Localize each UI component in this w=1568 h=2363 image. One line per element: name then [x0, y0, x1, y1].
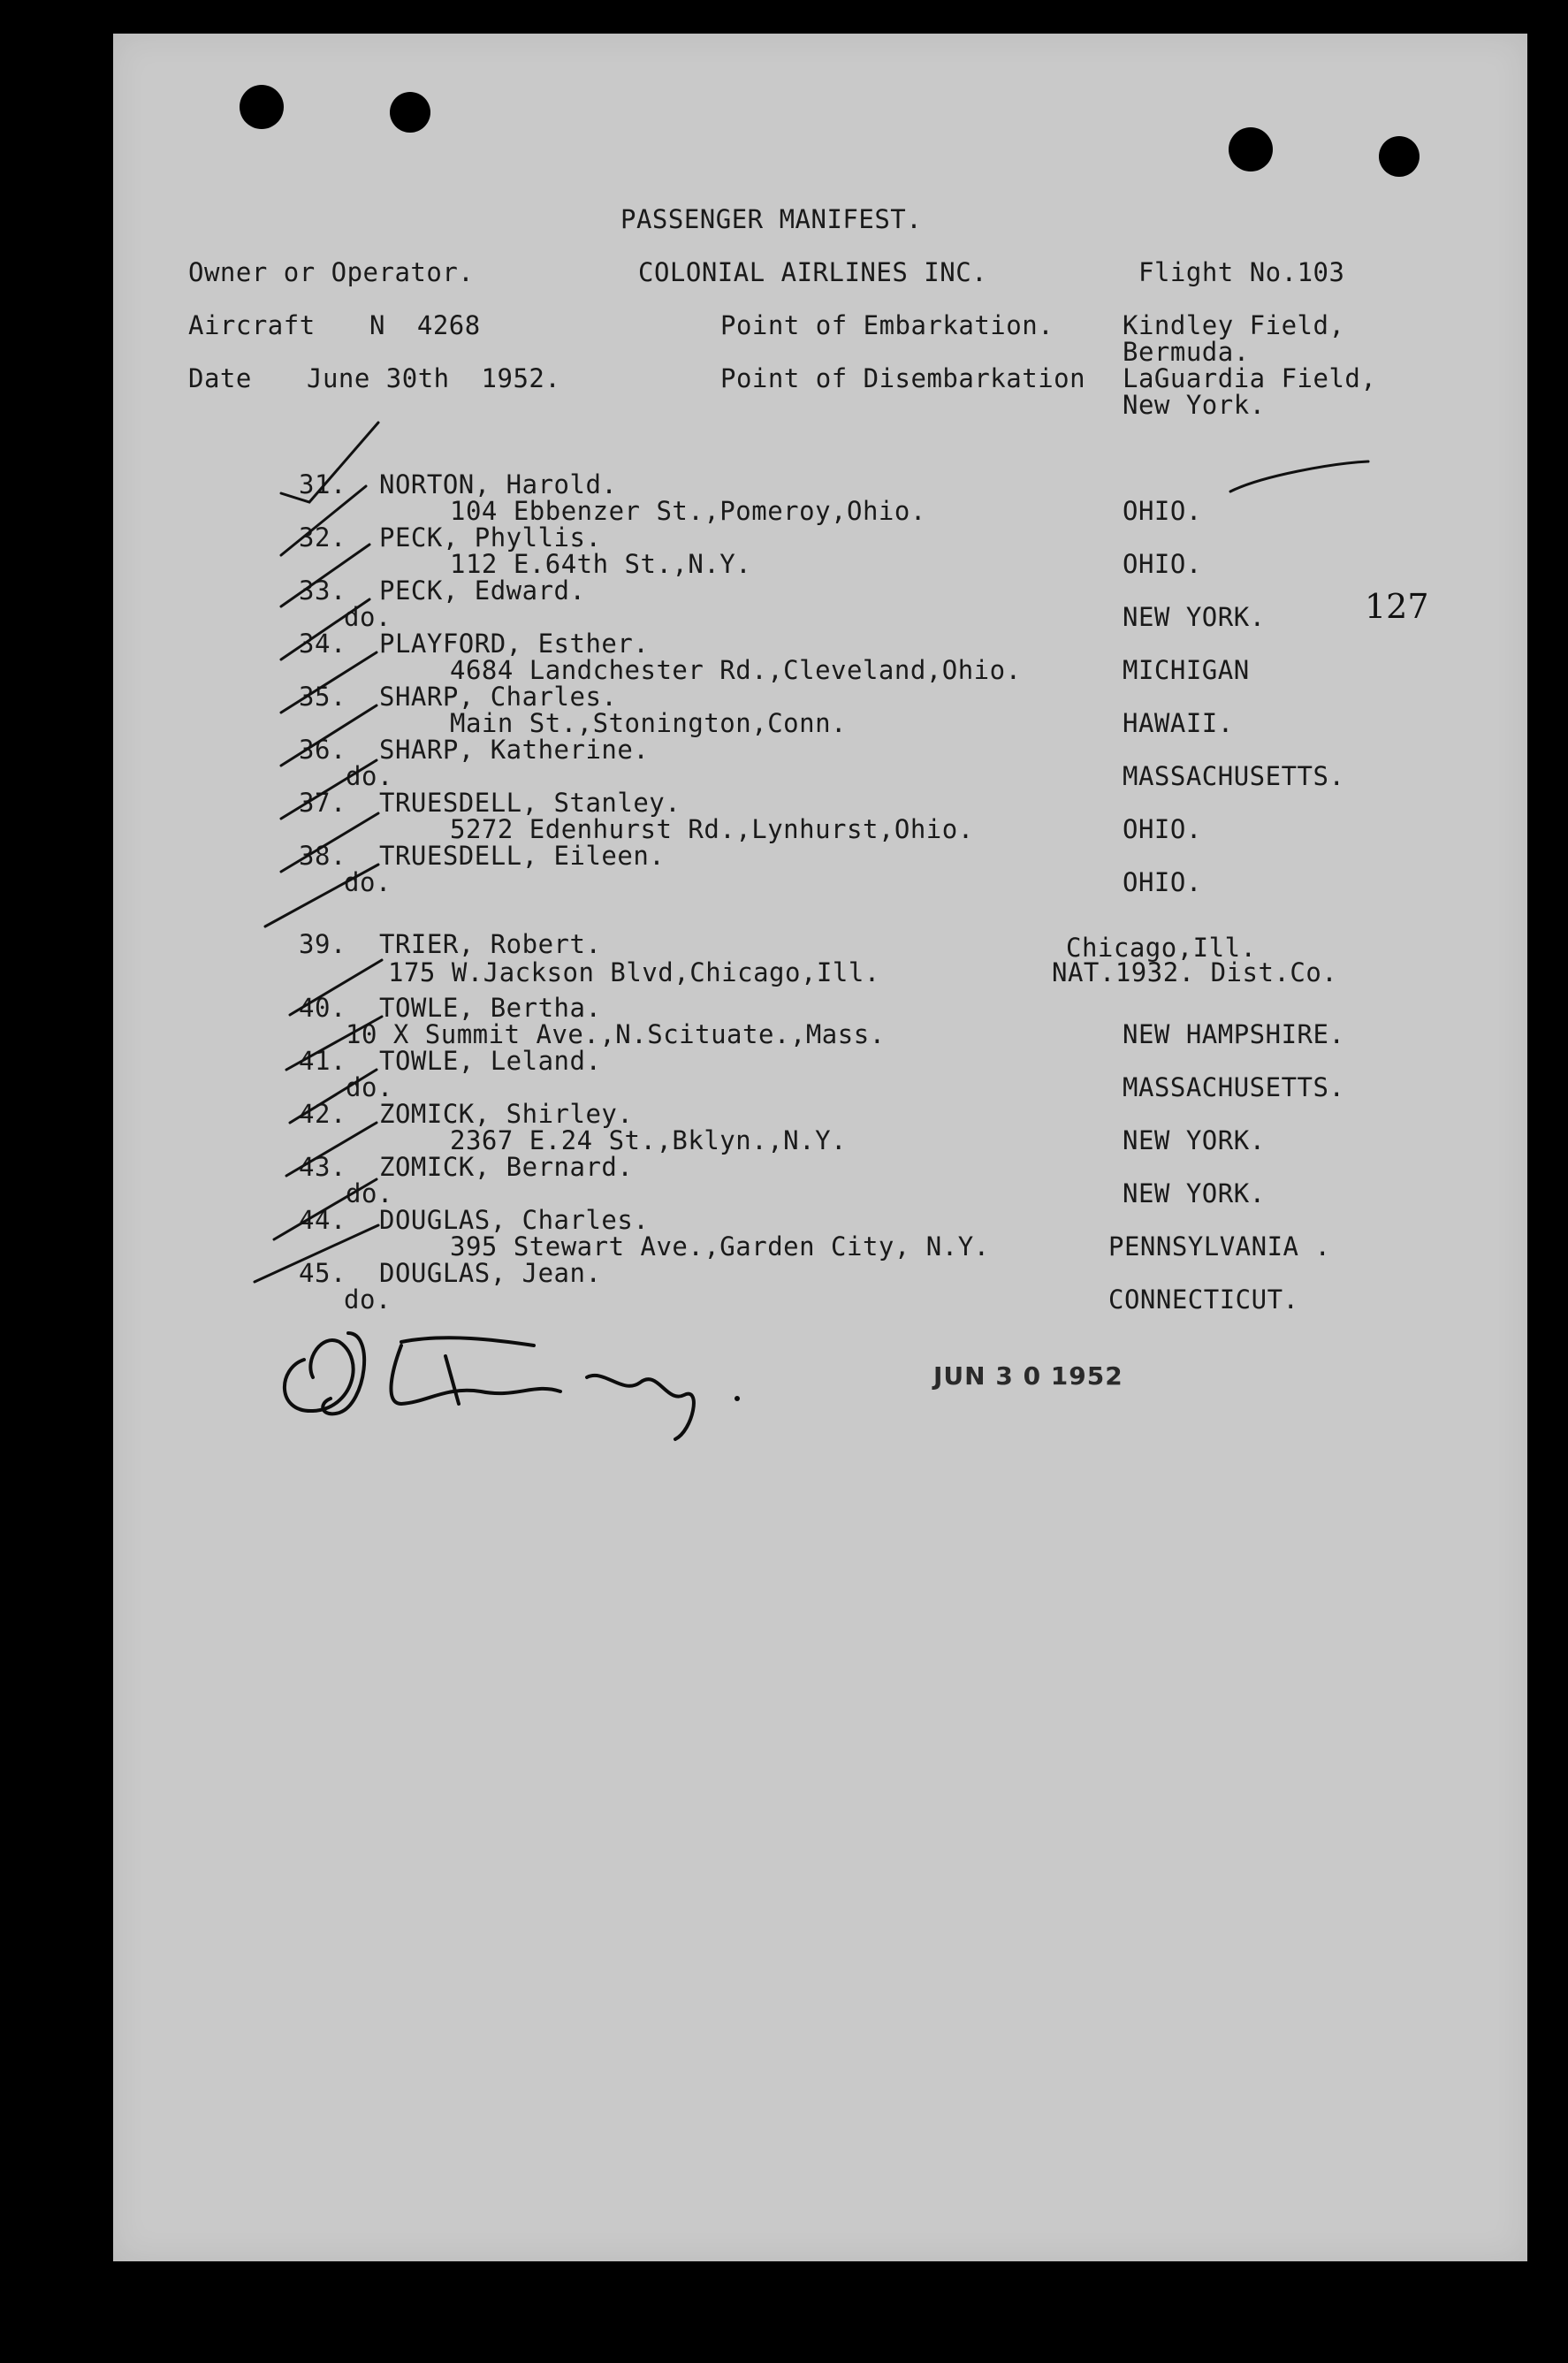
passenger-state: NAT.1932. Dist.Co. [1052, 957, 1338, 987]
passenger-state: OHIO. [1123, 867, 1202, 897]
passenger-name: TOWLE, Bertha. [379, 993, 602, 1023]
passenger-row [113, 736, 1527, 789]
passenger-row [113, 929, 1527, 988]
passenger-row [113, 1100, 1527, 1153]
passenger-state-line1: Chicago,Ill. [1066, 933, 1257, 963]
passenger-name: TRUESDELL, Eileen. [379, 841, 666, 871]
passenger-number: 37. [299, 788, 346, 818]
aircraft-value: N 4268 [369, 310, 481, 340]
passenger-row [113, 1047, 1527, 1100]
passenger-address: do. [346, 1072, 393, 1102]
passenger-address: do. [346, 761, 393, 791]
passenger-name: PECK, Phyllis. [379, 522, 602, 553]
passenger-list [113, 34, 1527, 2261]
passenger-name: ZOMICK, Bernard. [379, 1152, 634, 1182]
passenger-state: OHIO. [1123, 549, 1202, 579]
passenger-number: 43. [299, 1152, 346, 1182]
passenger-row [113, 522, 1527, 579]
passenger-state: OHIO. [1123, 496, 1202, 526]
passenger-address: 10 X Summit Ave.,N.Scituate.,Mass. [346, 1019, 886, 1049]
passenger-number: 38. [299, 841, 346, 871]
embark-value-2: Bermuda. [1123, 337, 1250, 367]
passenger-name: TRIER, Robert. [379, 929, 602, 959]
passenger-name: SHARP, Charles. [379, 682, 618, 712]
passenger-name: TRUESDELL, Stanley. [379, 788, 681, 818]
passenger-number: 35. [299, 682, 346, 712]
embark-label: Point of Embarkation. [720, 310, 1054, 340]
date-stamp: JUN 3 0 1952 [933, 1361, 1123, 1391]
passenger-number: 44. [299, 1205, 346, 1235]
owner-label: Owner or Operator. [188, 257, 475, 287]
passenger-state: NEW HAMPSHIRE. [1123, 1019, 1345, 1049]
passenger-number: 39. [299, 929, 346, 959]
passenger-address: do. [346, 1178, 393, 1208]
passenger-state: NEW YORK. [1123, 602, 1266, 632]
passenger-address: 4684 Landchester Rd.,Cleveland,Ohio. [450, 655, 1022, 685]
passenger-row [113, 576, 1527, 632]
passenger-row [113, 994, 1527, 1047]
passenger-state: CONNECTICUT. [1108, 1284, 1299, 1315]
embark-value-1: Kindley Field, [1123, 310, 1345, 340]
passenger-row [113, 1205, 1527, 1262]
date-label: Date [188, 363, 252, 393]
passenger-number: 40. [299, 993, 346, 1023]
passenger-row [113, 469, 1527, 526]
passenger-address: 104 Ebbenzer St.,Pomeroy,Ohio. [450, 496, 926, 526]
passenger-row [113, 842, 1527, 895]
passenger-number: 42. [299, 1099, 346, 1129]
passenger-state: MICHIGAN [1123, 655, 1250, 685]
disembark-value-1: LaGuardia Field, [1123, 363, 1377, 393]
date-value: June 30th 1952. [307, 363, 561, 393]
passenger-state: MASSACHUSETTS. [1123, 1072, 1345, 1102]
passenger-number: 32. [299, 522, 346, 553]
passenger-address: 175 W.Jackson Blvd,Chicago,Ill. [388, 957, 880, 987]
passenger-name: SHARP, Katherine. [379, 735, 650, 765]
passenger-number: 34. [299, 629, 346, 659]
passenger-address: 395 Stewart Ave.,Garden City, N.Y. [450, 1231, 990, 1262]
passenger-address: 2367 E.24 St.,Bklyn.,N.Y. [450, 1125, 847, 1155]
passenger-number: 36. [299, 735, 346, 765]
passenger-name: NORTON, Harold. [379, 469, 618, 499]
passenger-address: do. [344, 1284, 392, 1315]
passenger-name: ZOMICK, Shirley. [379, 1099, 634, 1129]
page-number: 127 [1365, 587, 1429, 626]
passenger-number: 31. [299, 469, 346, 499]
passenger-row [113, 682, 1527, 736]
passenger-number: 33. [299, 576, 346, 606]
passenger-number: 41. [299, 1046, 346, 1076]
passenger-address: do. [344, 602, 392, 632]
passenger-state: NEW YORK. [1123, 1178, 1266, 1208]
passenger-row [113, 789, 1527, 842]
disembark-label: Point of Disembarkation [720, 363, 1086, 393]
passenger-state: HAWAII. [1123, 708, 1234, 738]
passenger-number: 45. [299, 1258, 346, 1288]
passenger-row [113, 629, 1527, 685]
passenger-name: PECK, Edward. [379, 576, 586, 606]
passenger-address: Main St.,Stonington,Conn. [450, 708, 847, 738]
passenger-state: MASSACHUSETTS. [1123, 761, 1345, 791]
passenger-name: TOWLE, Leland. [379, 1046, 602, 1076]
aircraft-label: Aircraft [188, 310, 316, 340]
passenger-state: NEW YORK. [1123, 1125, 1266, 1155]
passenger-state: PENNSYLVANIA . [1108, 1231, 1331, 1262]
passenger-row [113, 1153, 1527, 1206]
flight-number: Flight No.103 [1138, 257, 1345, 287]
passenger-name: PLAYFORD, Esther. [379, 629, 650, 659]
owner-value: COLONIAL AIRLINES INC. [638, 257, 988, 287]
passenger-address: 5272 Edenhurst Rd.,Lynhurst,Ohio. [450, 814, 974, 844]
passenger-state: OHIO. [1123, 814, 1202, 844]
passenger-address: 112 E.64th St.,N.Y. [450, 549, 752, 579]
passenger-address: do. [344, 867, 392, 897]
passenger-name: DOUGLAS, Charles. [379, 1205, 650, 1235]
disembark-value-2: New York. [1123, 390, 1266, 420]
passenger-row [113, 1258, 1527, 1315]
passenger-name: DOUGLAS, Jean. [379, 1258, 602, 1288]
manifest-page [113, 34, 1527, 2261]
manifest-title: PASSENGER MANIFEST. [620, 204, 923, 234]
signature [269, 1307, 764, 1448]
